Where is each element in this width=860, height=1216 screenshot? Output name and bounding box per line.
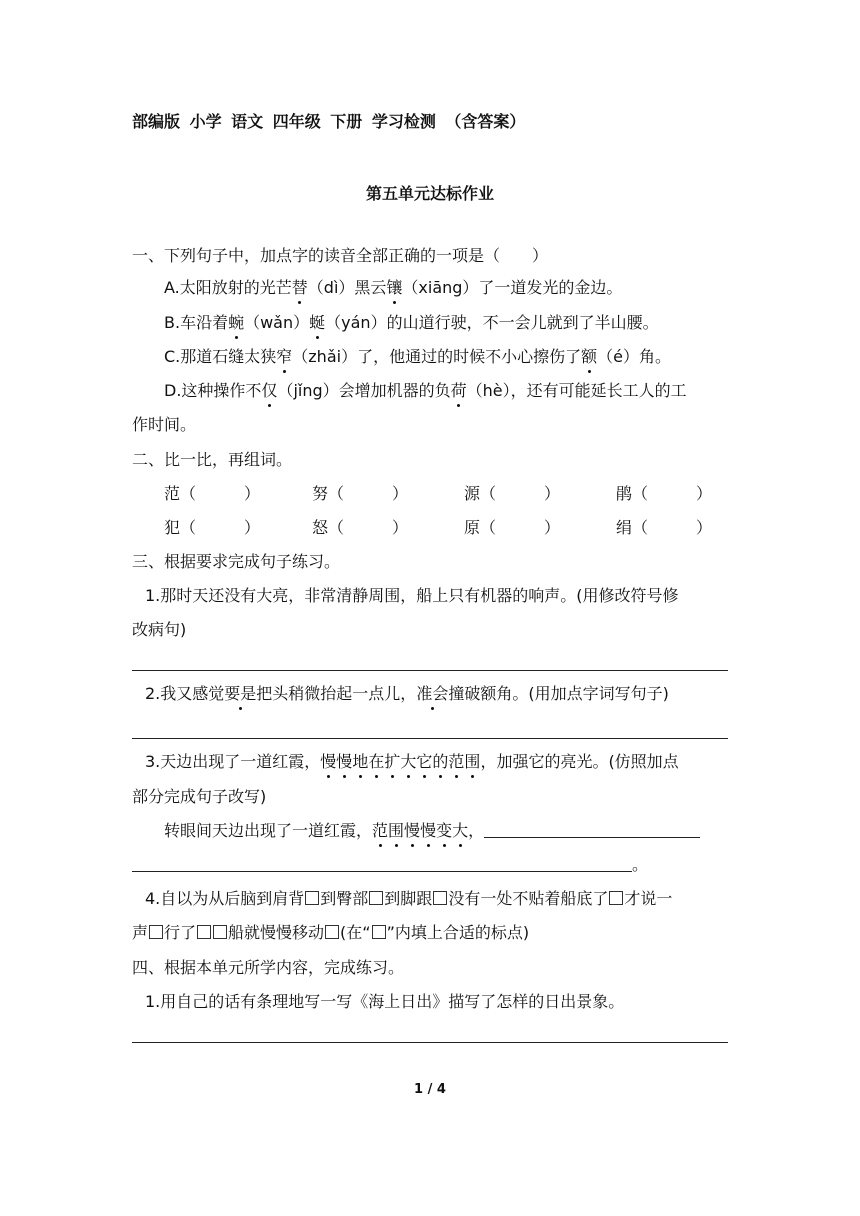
q3-sentence-1: 1.那时天还没有大亮，非常清静周围，船上只有机器的响声。(用修改符号修 xyxy=(145,586,679,605)
punctuation-box[interactable] xyxy=(609,891,623,905)
answer-line xyxy=(132,1042,728,1043)
q1-option-b: B.车沿着蜿（wǎn）蜒（yán）的山道行驶，不一会儿就到了半山腰。 xyxy=(164,313,659,332)
q3-sentence-1-continued: 改病句) xyxy=(132,620,187,639)
fill-blank[interactable] xyxy=(132,857,632,872)
dotted-char: 范 xyxy=(372,821,389,840)
question-3-stem: 三、根据要求完成句子练习。 xyxy=(132,552,341,571)
page-number: 1 / 4 xyxy=(414,1082,446,1097)
question-2-stem: 二、比一比，再组词。 xyxy=(132,450,293,469)
dotted-char: 慢 xyxy=(404,821,421,840)
question-4-stem: 四、根据本单元所学内容，完成练习。 xyxy=(132,958,405,977)
q4-sentence-1: 1.用自己的话有条理地写一写《海上日出》描写了怎样的日出景象。 xyxy=(145,992,625,1011)
q1-option-d: D.这种操作不仅（jǐng）会增加机器的负荷（hè），还有可能延长工人的工 xyxy=(164,381,687,400)
dotted-phrase xyxy=(320,752,480,771)
dotted-phrase xyxy=(372,821,468,840)
answer-line xyxy=(132,738,728,739)
q2-word-cell: 怒（ ） xyxy=(312,518,409,537)
punctuation-box[interactable] xyxy=(305,891,319,905)
punctuation-box-sample xyxy=(372,925,386,939)
punctuation-box[interactable] xyxy=(149,925,163,939)
q3-sentence-3-continued: 部分完成句子改写) xyxy=(132,787,267,806)
fill-blank[interactable] xyxy=(484,823,700,838)
punctuation-box[interactable] xyxy=(325,925,339,939)
dotted-char: 扩 xyxy=(384,752,401,771)
dotted-char: 慢 xyxy=(336,752,353,771)
q2-word-cell: 范（ ） xyxy=(164,484,261,503)
q3-sentence-3-fill: 转眼间天边出现了一道红霞，范围慢慢变大， xyxy=(164,821,700,841)
q2-word-cell: 努（ ） xyxy=(312,484,409,503)
dotted-char: 大 xyxy=(452,821,469,840)
q2-word-cell: 鹃（ ） xyxy=(616,484,713,503)
dotted-char: 大 xyxy=(400,752,417,771)
q2-word-cell: 源（ ） xyxy=(464,484,561,503)
q3-sentence-2: 2.我又感觉要是把头稍微抬起一点儿，准会撞破额角。(用加点字词写句子) xyxy=(145,684,669,703)
q3-sentence-3-fill-continued: 。 xyxy=(132,855,648,875)
dotted-char: 慢 xyxy=(420,821,437,840)
q2-word-cell: 犯（ ） xyxy=(164,518,261,537)
q2-word-cell: 绢（ ） xyxy=(616,518,713,537)
q1-option-c: C.那道石缝太狭窄（zhǎi）了，他通过的时候不小心擦伤了额（é）角。 xyxy=(164,347,671,366)
punctuation-box[interactable] xyxy=(433,891,447,905)
q3-sentence-3: 3.天边出现了一道红霞，慢慢地在扩大它的范围，加强它的亮光。(仿照加点 xyxy=(145,752,679,771)
question-1-stem: 一、下列句子中，加点字的读音全部正确的一项是（ ） xyxy=(132,246,549,265)
dotted-char: 的 xyxy=(432,752,449,771)
punctuation-box[interactable] xyxy=(213,925,227,939)
dotted-char: 围 xyxy=(388,821,405,840)
q2-word-cell: 原（ ） xyxy=(464,518,561,537)
q1-option-a: A.太阳放射的光芒替（dì）黑云镶（xiāng）了一道发光的金边。 xyxy=(164,278,623,297)
punctuation-box[interactable] xyxy=(197,925,211,939)
q3-sentence-4: 4.自以为从后脑到肩背 到臀部 到脚跟 没有一处不贴着船底了 才说一 xyxy=(145,889,673,908)
dotted-char: 范 xyxy=(448,752,465,771)
punctuation-box[interactable] xyxy=(369,891,383,905)
page-title: 第五单元达标作业 xyxy=(365,184,494,203)
document-header: 部编版 小学 语文 四年级 下册 学习检测 （含答案） xyxy=(132,112,526,131)
dotted-char: 在 xyxy=(368,752,385,771)
dotted-char: 围 xyxy=(464,752,481,771)
dotted-char: 变 xyxy=(436,821,453,840)
dotted-char: 地 xyxy=(352,752,369,771)
dotted-char: 慢 xyxy=(320,752,337,771)
answer-line xyxy=(132,670,728,671)
q3-sentence-4-continued: 声 行了 船就慢慢移动 (在“ ”内填上合适的标点) xyxy=(132,923,530,942)
q1-option-d-continued: 作时间。 xyxy=(132,415,197,434)
dotted-char: 它 xyxy=(416,752,433,771)
